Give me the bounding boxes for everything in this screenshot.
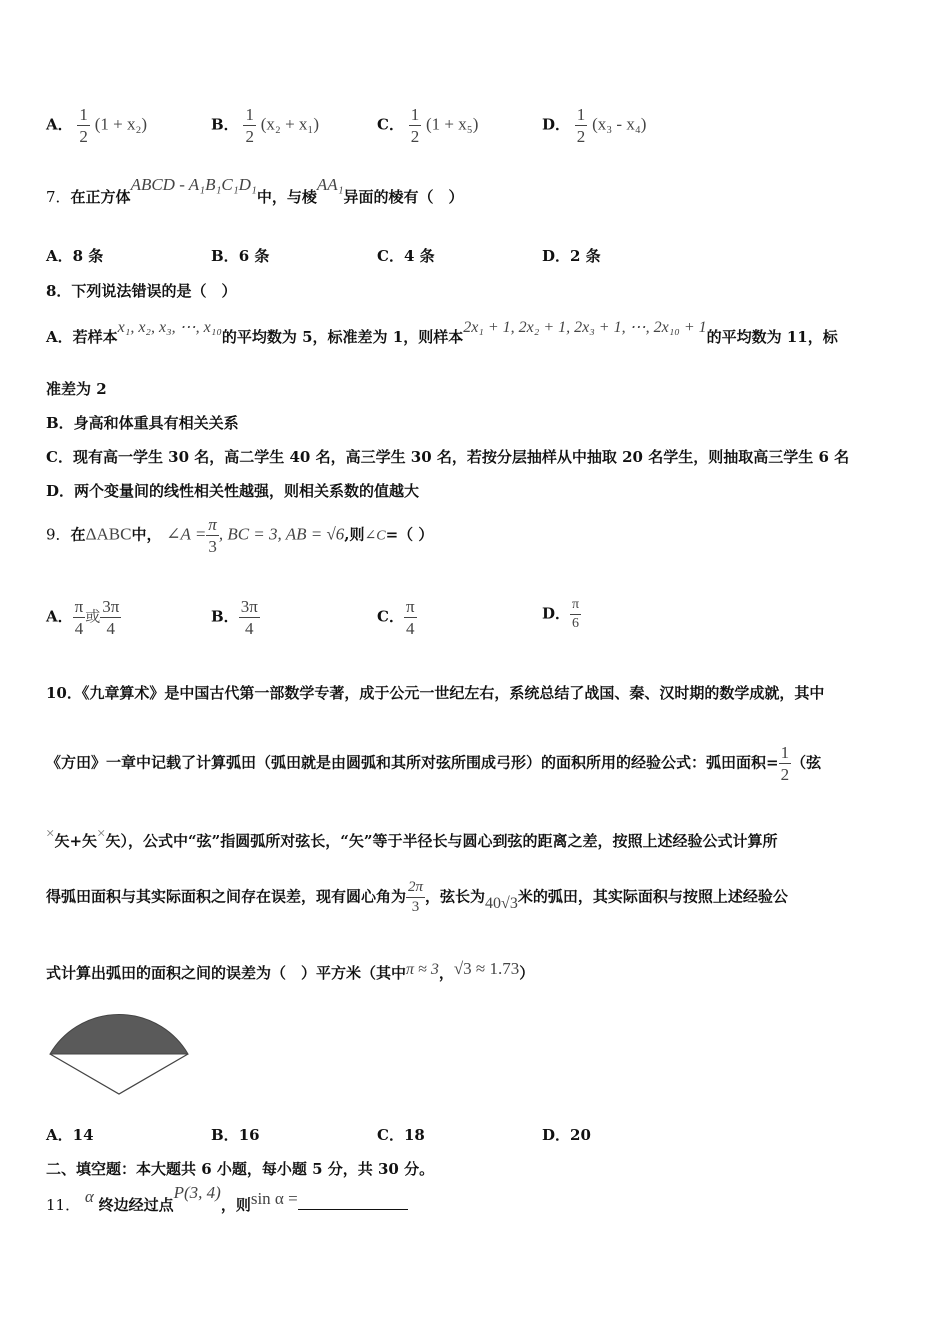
option-letter: A．	[46, 115, 73, 134]
q7-cube: ABCD - A₁B₁C₁D₁	[130, 175, 257, 194]
q10-chord: 40√3	[485, 894, 518, 912]
q11-alpha: α	[84, 1187, 94, 1206]
q9-angle-c: ∠C	[364, 528, 386, 544]
radius-lines	[50, 1054, 188, 1094]
question-number: 7．	[46, 188, 71, 206]
question-number: 11．	[46, 1196, 81, 1214]
fraction: $\frac{\pi}{4}$	[74, 597, 84, 638]
q9-option-b[interactable]: B． $\frac{3\pi}{4}$	[211, 597, 258, 638]
fraction: $\frac{1}{2}$	[79, 105, 88, 146]
fraction: $\frac{1}{2}$	[576, 105, 586, 146]
fraction: $\frac{1}{2}$	[410, 105, 420, 146]
q6-option-d[interactable]	[542, 106, 646, 145]
q8-option-d[interactable]: D．两个变量间的线性相关性越强，则相关系数的值越大	[46, 482, 420, 500]
q10-line-2: 《方田》一章中记载了计算弧田（弧田就是由圆弧和其所对弦所围成弓形）的面积所用的经验公式：弧田面积= $\frac{1}{2}$ （弦	[46, 743, 822, 784]
q10-line-1: 10．《九章算术》是中国古代第一部数学专著，成于公元一世纪左右，系统总结了战国、秦、汉时期的数学成就，其中	[46, 684, 825, 702]
q10-option-c[interactable]: C．18	[377, 1126, 425, 1144]
q9-angle-a: ∠A =	[166, 524, 207, 544]
option-letter: D．	[542, 115, 571, 134]
q7-option-b[interactable]: B．6 条	[211, 247, 270, 265]
q9-option-d[interactable]: D． $\frac{\pi}{6}$	[542, 597, 580, 631]
question-number: 9．	[46, 525, 71, 544]
option-letter: C．	[377, 115, 404, 134]
q7-edge: AA₁	[316, 175, 344, 194]
fraction: $\frac{\pi}{4}$	[405, 597, 415, 638]
q10-option-d[interactable]: D．20	[542, 1126, 591, 1144]
q9-stem: 9．在ΔABC中， ∠A = $\frac{\pi}{3}$ , BC = 3, AB = √6,则∠C=（ ）	[46, 515, 434, 556]
q8-option-c[interactable]: C．现有高一学生 30 名，高二学生 40 名，高三学生 30 名，若按分层抽样从中抽取 20 名学生，则抽取高三学生 6 名	[46, 448, 850, 466]
option-expr: (1 + x₅)	[426, 114, 479, 134]
q11-point: P(3, 4)	[173, 1183, 221, 1202]
q10-approx-pi: π ≈ 3	[406, 961, 439, 978]
q7-text-3: 异面的棱有（ ）	[343, 188, 464, 206]
q6-option-c[interactable]	[377, 106, 478, 145]
option-expr: (x₃ - x₄)	[592, 114, 647, 134]
q11-sin: sin α =	[250, 1189, 298, 1208]
option-expr: (x₂ + x₁)	[260, 114, 320, 134]
fraction: $\frac{\pi}{6}$	[572, 597, 580, 631]
q10-option-a[interactable]: A．14	[46, 1126, 94, 1144]
times-icon: ×	[46, 826, 55, 842]
q11-stem: 11． α 终边经过点P(3, 4)，则sin α =	[46, 1194, 408, 1215]
option-letter: B．	[211, 115, 239, 134]
q7-option-a[interactable]: A．8 条	[46, 247, 104, 265]
q10-approx-sqrt3: √3 ≈ 1.73	[453, 959, 520, 978]
q10-line-4: 得弧田面积与其实际面积之间存在误差，现有圆心角为 $\frac{2\pi}{3}$ ，弦长为40√3米的弧田，其实际面积与按照上述经验公	[46, 879, 788, 915]
q6-option-a[interactable]	[46, 106, 147, 145]
q7-option-c[interactable]: C．4 条	[377, 247, 435, 265]
q10-line-5: 式计算出弧田的面积之间的误差为（ ）平方米（其中π ≈ 3，√3 ≈ 1.73）	[46, 959, 535, 982]
q7-text-2: 中，与棱	[256, 188, 317, 206]
q8-sample-2: 2x₁ + 1, 2x₂ + 1, 2x₃ + 1, ⋯, 2x₁₀ + 1	[463, 319, 707, 336]
q7-stem	[46, 175, 464, 207]
q8-option-a-cont: 准差为 2	[46, 380, 107, 398]
q6-option-b[interactable]	[211, 106, 319, 145]
section-heading: 二、填空题：本大题共 6 小题，每小题 5 分，共 30 分。	[46, 1160, 435, 1178]
q8-sample-1: x₁, x₂, x₃, ⋯, x₁₀	[117, 319, 222, 336]
fraction: $\frac{1}{2}$	[245, 105, 254, 146]
q10-line-3: ×矢+矢×矢），公式中“弦”指圆弧所对弦长，“矢”等于半径长与圆心到弦的距离之差，按照上述经验公式计算所	[46, 826, 778, 850]
fraction: $\frac{2\pi}{3}$	[408, 879, 424, 915]
q9-option-c[interactable]: C． $\frac{\pi}{4}$	[377, 597, 415, 638]
option-expr: (1 + x₂)	[94, 114, 148, 134]
q9-conditions: , BC = 3, AB = √6	[218, 524, 345, 544]
fraction: $\frac{3\pi}{4}$	[102, 597, 120, 638]
q8-option-b[interactable]: B．身高和体重具有相关关系	[46, 414, 239, 432]
q8-option-a[interactable]: A．若样本x₁, x₂, x₃, ⋯, x₁₀的平均数为 5，标准差为 1，则样本2x₁ + 1, 2x₂ + 1, 2x₃ + 1, ⋯, 2x₁₀ + 1的平均数为 11，标	[46, 319, 838, 346]
answer-blank[interactable]	[298, 1209, 408, 1210]
q7-option-d[interactable]: D．2 条	[542, 247, 601, 265]
q10-option-b[interactable]: B．16	[211, 1126, 260, 1144]
fraction: $\frac{3\pi}{4}$	[240, 597, 258, 638]
arc-field-figure	[44, 1008, 194, 1100]
times-icon: ×	[97, 826, 106, 842]
q7-text-1: 在正方体	[70, 188, 131, 206]
arc-segment-shaded	[50, 1014, 188, 1054]
fraction: $\frac{1}{2}$	[780, 743, 790, 784]
q9-triangle: ΔABC	[85, 524, 132, 544]
fraction: $\frac{\pi}{3}$	[208, 515, 217, 556]
q8-stem: 8．下列说法错误的是（ ）	[46, 282, 237, 300]
q9-option-a[interactable]: A． $\frac{\pi}{4}$ 或 $\frac{3\pi}{4}$	[46, 597, 120, 638]
